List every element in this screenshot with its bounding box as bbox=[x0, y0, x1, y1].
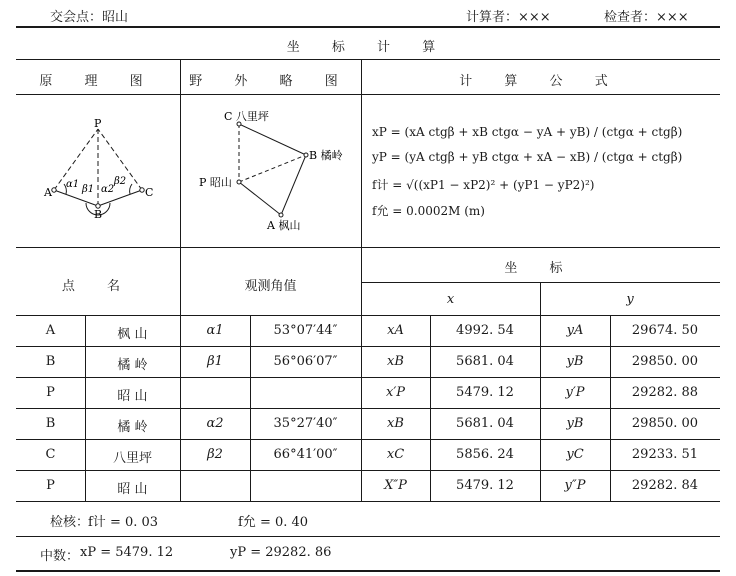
intersection-point-label: 交会点：昭山 bbox=[50, 10, 129, 25]
row-x-symbol: X″P bbox=[384, 478, 407, 493]
angle-beta1-label: β1 bbox=[82, 184, 95, 195]
row-angle-value: 35°27′40″ bbox=[273, 416, 338, 431]
check-label: 检核： bbox=[50, 515, 90, 530]
angle-alpha2-label: α2 bbox=[101, 184, 115, 195]
row-x-value: 5681. 04 bbox=[456, 354, 514, 369]
mean-label: 中数： bbox=[40, 549, 80, 564]
principle-heading: 原 理 图 bbox=[39, 74, 157, 89]
sketch-heading: 野 外 略 图 bbox=[189, 74, 352, 89]
rule-row2 bbox=[16, 377, 720, 378]
angle-beta2-label: β2 bbox=[114, 176, 127, 187]
row-x-symbol: x′P bbox=[385, 385, 406, 400]
row-y-symbol: yB bbox=[566, 416, 584, 431]
x-header: x bbox=[446, 292, 455, 307]
row-point-id: B bbox=[45, 354, 56, 369]
sketch-point-b: B 橘岭 bbox=[309, 149, 343, 162]
row-y-value: 29674. 50 bbox=[631, 323, 699, 338]
point-name-header: 点 名 bbox=[61, 279, 135, 294]
page-title: 坐 标 计 算 bbox=[286, 40, 450, 55]
formula-heading: 计 算 公 式 bbox=[459, 74, 622, 89]
row-point-id: P bbox=[46, 385, 55, 400]
rule-row3 bbox=[16, 408, 720, 409]
row-point-name: 八里坪 bbox=[112, 451, 152, 466]
point-p-label: P bbox=[94, 117, 102, 130]
bottom-rule bbox=[16, 570, 720, 572]
row-y-symbol: y′P bbox=[565, 385, 585, 400]
vline-col2 bbox=[361, 59, 362, 501]
row-point-name: 橘 岭 bbox=[117, 358, 148, 373]
row-y-symbol: yA bbox=[566, 323, 584, 338]
row-angle-symbol: α2 bbox=[206, 416, 224, 431]
vline-ysym bbox=[610, 315, 611, 501]
point-a-label: A bbox=[44, 186, 52, 199]
point-c-label: C bbox=[145, 186, 154, 199]
check-f-calc: f计 = 0. 03 bbox=[88, 515, 159, 530]
vline-id bbox=[85, 315, 86, 501]
computer-label: 计算者：××× bbox=[466, 10, 551, 25]
row-point-id: P bbox=[46, 478, 55, 493]
row-y-symbol: yC bbox=[566, 447, 584, 462]
row-y-value: 29282. 84 bbox=[631, 478, 699, 493]
mean-xp: xP = 5479. 12 bbox=[80, 545, 174, 560]
sketch-point-p: P 昭山 bbox=[199, 176, 232, 189]
vline-anglesym bbox=[250, 315, 251, 501]
rule-row4 bbox=[16, 439, 720, 440]
rule-table-head bbox=[16, 315, 720, 316]
row-x-value: 4992. 54 bbox=[456, 323, 514, 338]
row-x-value: 5681. 04 bbox=[456, 416, 514, 431]
row-point-name: 橘 岭 bbox=[117, 420, 148, 435]
check-f-allow: f允 = 0. 40 bbox=[238, 515, 309, 530]
row-x-value: 5479. 12 bbox=[456, 478, 514, 493]
checker-label: 检查者：××× bbox=[604, 10, 689, 25]
row-angle-symbol: β2 bbox=[207, 447, 223, 462]
formula-f-calc: f计 = √((xP1 − xP2)² + (yP1 − yP2)²) bbox=[372, 178, 595, 192]
row-y-value: 29233. 51 bbox=[631, 447, 699, 462]
row-point-id: B bbox=[45, 416, 56, 431]
row-y-value: 29850. 00 bbox=[631, 354, 699, 369]
sketch-diagram bbox=[180, 95, 361, 247]
row-angle-value: 53°07′44″ bbox=[273, 323, 338, 338]
sketch-point-c: C 八里坪 bbox=[224, 110, 269, 123]
angle-alpha1-label: α1 bbox=[66, 179, 80, 190]
row-point-id: C bbox=[45, 447, 56, 462]
y-header: y bbox=[626, 292, 634, 307]
vline-xsym bbox=[430, 315, 431, 501]
row-y-symbol: yB bbox=[566, 354, 584, 369]
row-x-symbol: xB bbox=[387, 354, 404, 369]
principle-diagram bbox=[16, 95, 180, 247]
row-x-symbol: xC bbox=[386, 447, 405, 462]
formula-xp: xP = (xA ctgβ + xB ctgα − yA + yB) / (ctgα + ctgβ) bbox=[372, 125, 683, 139]
row-x-value: 5856. 24 bbox=[456, 447, 514, 462]
row-point-name: 枫 山 bbox=[117, 327, 148, 342]
row-angle-value: 56°06′07″ bbox=[273, 354, 338, 369]
mean-yp: yP = 29282. 86 bbox=[230, 545, 332, 560]
rule-row6 bbox=[16, 501, 720, 502]
row-angle-symbol: β1 bbox=[207, 354, 223, 369]
row-x-symbol: xA bbox=[387, 323, 404, 338]
rule-title bbox=[16, 59, 720, 60]
sketch-point-a: A 枫山 bbox=[267, 219, 301, 232]
rule-row1 bbox=[16, 346, 720, 347]
row-angle-symbol: α1 bbox=[206, 323, 224, 338]
formula-yp: yP = (yA ctgβ + yB ctgα + xA − xB) / (ctgα + ctgβ) bbox=[372, 150, 683, 164]
angle-header: 观测角值 bbox=[244, 279, 297, 294]
row-y-symbol: y″P bbox=[564, 478, 586, 493]
point-b-label: B bbox=[94, 208, 103, 221]
row-point-name: 昭 山 bbox=[117, 389, 148, 404]
row-y-value: 29850. 00 bbox=[631, 416, 699, 431]
row-x-value: 5479. 12 bbox=[456, 385, 514, 400]
rule-diagrams bbox=[16, 247, 720, 248]
row-point-name: 昭 山 bbox=[117, 482, 148, 497]
row-angle-value: 66°41′00″ bbox=[273, 447, 338, 462]
rule-check bbox=[16, 536, 720, 537]
row-point-id: A bbox=[45, 323, 56, 338]
row-x-symbol: xB bbox=[387, 416, 404, 431]
coord-header: 坐 标 bbox=[504, 261, 577, 276]
rule-row5 bbox=[16, 470, 720, 471]
top-rule bbox=[16, 26, 720, 28]
formula-f-allow: f允 = 0.0002M (m) bbox=[372, 204, 485, 218]
row-y-value: 29282. 88 bbox=[631, 385, 699, 400]
